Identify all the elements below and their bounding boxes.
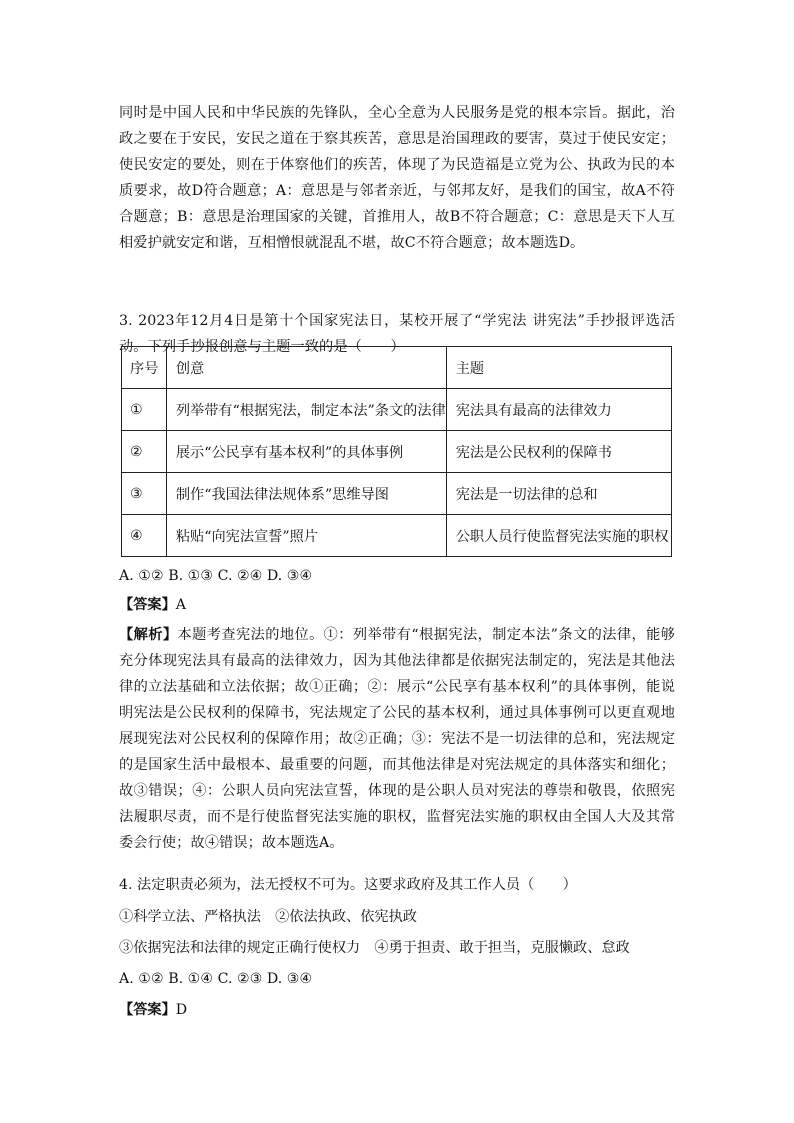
table-cell-no: ④ xyxy=(122,515,167,557)
question-4-options: A. ①② B. ①④ C. ②③ D. ③④ xyxy=(119,971,313,987)
answer-value: A xyxy=(175,597,187,613)
answer-value: D xyxy=(175,1002,188,1018)
table-cell-no: ③ xyxy=(122,473,167,515)
analysis-label: 【解析】 xyxy=(119,627,178,643)
question-3-answer xyxy=(119,592,186,618)
paragraph-q2-analysis-continued: 同时是中国人民和中华民族的先锋队，全心全意为人民服务是党的根本宗旨。据此，治政之要在于安民，安民之道在于察其疾苦，意思是治国理政的要害，莫过于使民安定；使民安定的要处，则在于体察他们的疾苦，体现了为民造福是立党为公、执政为民的本质要求，故D符合题意；A：意思是与邻者亲近，与邻邦友好，是我们的国宝，故A不符合题意；B：意思是治理国家的关键，首推用人，故B不符合题意；C：意思是天下人互相爱护就安定和谐，互相憎恨就混乱不堪，故C不符合题意；故本题选D。 xyxy=(119,105,675,251)
question-3-table xyxy=(121,346,672,557)
table-header-idea: 创意 xyxy=(166,347,446,389)
table-row xyxy=(122,431,672,473)
table-cell-theme: 公职人员行使监督宪法实施的职权 xyxy=(446,515,671,557)
question-4-option-line-1: ①科学立法、严格执法 ②依法执政、依宪执政 xyxy=(119,909,417,925)
table-cell-theme: 宪法是一切法律的总和 xyxy=(446,473,671,515)
table-cell-idea: 列举带有“根据宪法，制定本法”条文的法律 xyxy=(166,389,446,431)
question-4-stem: 4. 法定职责必须为，法无授权不可为。这要求政府及其工作人员（ ） xyxy=(119,877,577,893)
table-cell-idea: 粘贴“向宪法宣誓”照片 xyxy=(166,515,446,557)
question-3-analysis xyxy=(119,622,675,856)
table-cell-idea: 展示“公民享有基本权利”的具体事例 xyxy=(166,431,446,473)
question-4-option-line-2: ③依据宪法和法律的规定正确行使权力 ④勇于担责、敢于担当，克服懒政、怠政 xyxy=(119,940,630,956)
table-header-row xyxy=(122,347,672,389)
table-cell-theme: 宪法是公民权利的保障书 xyxy=(446,431,671,473)
answer-label: 【答案】 xyxy=(119,597,176,613)
table-cell-theme: 宪法具有最高的法律效力 xyxy=(446,389,671,431)
table-row xyxy=(122,515,672,557)
table-row xyxy=(122,473,672,515)
question-3-options: A. ①② B. ①③ C. ②④ D. ③④ xyxy=(119,568,313,584)
table-cell-no: ② xyxy=(122,431,167,473)
question-4-answer xyxy=(119,997,187,1023)
table-header-theme: 主题 xyxy=(446,347,671,389)
table-header-no: 序号 xyxy=(122,347,167,389)
table-cell-idea: 制作“我国法律法规体系”思维导图 xyxy=(166,473,446,515)
analysis-text: 本题考查宪法的地位。①：列举带有“根据宪法，制定本法”条文的法律，能够充分体现宪法具有最高的法律效力，因为其他法律都是依据宪法制定的，宪法是其他法律的立法基础和立法依据；故①正确；②：展示“公民享有基本权利”的具体事例，能说明宪法是公民权利的保障书，宪法规定了公民的基本权利，通过具体事例可以更直观地展现宪法对公民权利的保障作用；故②正确；③：宪法不是一切法律的总和，宪法规定的是国家生活中最根本、最重要的问题，而其他法律是对宪法规定的具体落实和细化；故③错误；④：公职人员向宪法宣誓，体现的是公职人员对宪法的尊崇和敬畏，依照宪法履职尽责，而不是行使监督宪法实施的职权，监督宪法实施的职权由全国人大及其常委会行使；故④错误；故本题选A。 xyxy=(119,627,675,851)
question-3-stem: 3. 2023年12月4日是第十个国家宪法日，某校开展了“学宪法 讲宪法”手抄报评选活动。下列手抄报创意与主题一致的是（ ） xyxy=(119,313,675,355)
table-cell-no: ① xyxy=(122,389,167,431)
answer-label: 【答案】 xyxy=(119,1002,176,1018)
table-row xyxy=(122,389,672,431)
